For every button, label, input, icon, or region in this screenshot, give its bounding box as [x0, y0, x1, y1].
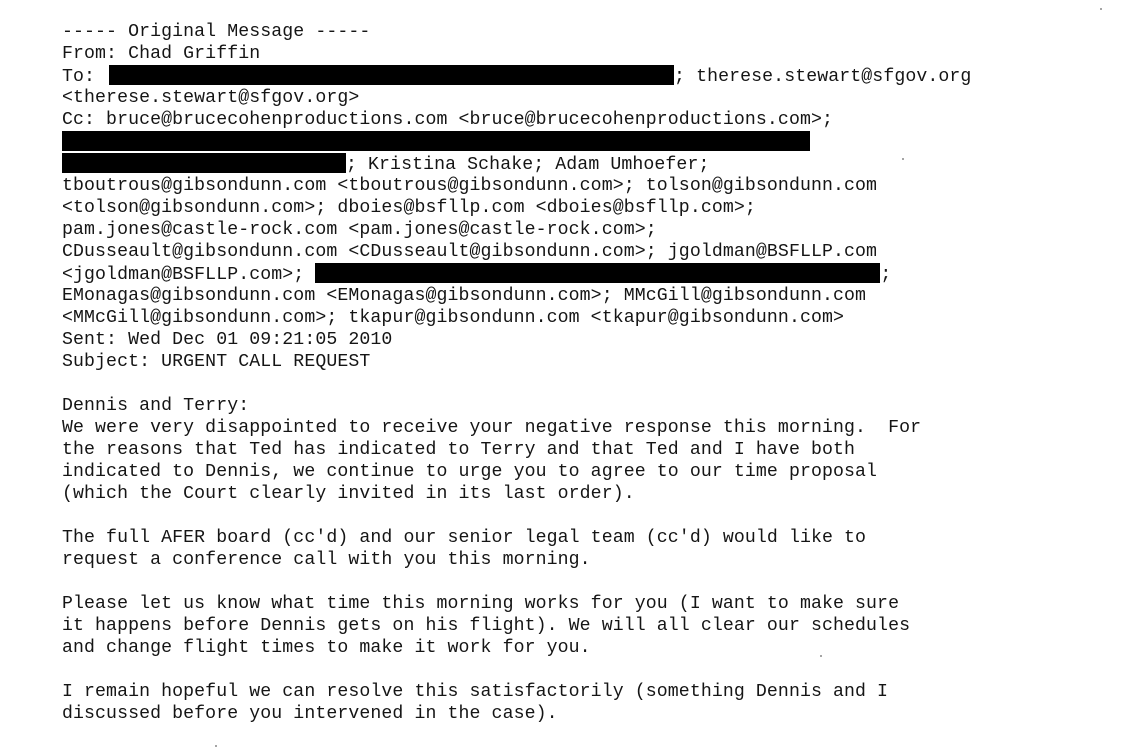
redaction-block	[62, 153, 346, 173]
scan-speck	[820, 655, 822, 657]
blank-line	[62, 571, 1112, 593]
subject-line: Subject: URGENT CALL REQUEST	[62, 352, 371, 372]
sent-line: Sent: Wed Dec 01 09:21:05 2010	[62, 330, 393, 350]
scan-speck	[902, 158, 904, 160]
to-line-continued: <therese.stewart@sfgov.org>	[62, 88, 360, 108]
from-line: From: Chad Griffin	[62, 44, 261, 64]
paragraph-3-line: and change flight times to make it work for you.	[62, 638, 591, 658]
paragraph-1-line: We were very disappointed to receive your negative response this morning. For	[62, 418, 922, 438]
paragraph-4-line: I remain hopeful we can resolve this satisfactorily (something Dennis and I	[62, 682, 889, 702]
cc-line-8	[62, 263, 1112, 285]
to-line	[62, 65, 1112, 87]
paragraph-1-line: indicated to Dennis, we continue to urge you to agree to our time proposal	[62, 462, 878, 482]
cc-line-3	[62, 153, 1112, 175]
cc-line-6: pam.jones@castle-rock.com <pam.jones@castle-rock.com>;	[62, 220, 657, 240]
paragraph-4-line: discussed before you intervened in the case).	[62, 704, 558, 724]
to-label: To:	[62, 67, 96, 87]
cc-line-5: <tolson@gibsondunn.com>; dboies@bsfllp.com <dboies@bsfllp.com>;	[62, 198, 756, 218]
cc-line-3-text: ; Kristina Schake; Adam Umhoefer;	[346, 155, 710, 175]
cc-line-8-text: <jgoldman@BSFLLP.com>;	[62, 265, 305, 285]
email-document	[62, 21, 1112, 725]
cc-line-4: tboutrous@gibsondunn.com <tboutrous@gibsondunn.com>; tolson@gibsondunn.com	[62, 176, 878, 196]
greeting: Dennis and Terry:	[62, 396, 250, 416]
paragraph-2-line: request a conference call with you this morning.	[62, 550, 591, 570]
redaction-block	[109, 65, 674, 85]
cc-line-7: CDusseault@gibsondunn.com <CDusseault@gibsondunn.com>; jgoldman@BSFLLP.com	[62, 242, 878, 262]
redaction-bar	[62, 131, 810, 151]
blank-line	[62, 659, 1112, 681]
cc-line-10: <MMcGill@gibsondunn.com>; tkapur@gibsondunn.com <tkapur@gibsondunn.com>	[62, 308, 845, 328]
paragraph-1-line: the reasons that Ted has indicated to Terry and that Ted and I have both	[62, 440, 856, 460]
paragraph-3-line: it happens before Dennis gets on his flight). We will all clear our schedules	[62, 616, 911, 636]
to-recipient: ; therese.stewart@sfgov.org	[674, 67, 972, 87]
paragraph-3-line: Please let us know what time this morning works for you (I want to make sure	[62, 594, 900, 614]
blank-line	[62, 505, 1112, 527]
cc-line: Cc: bruce@brucecohenproductions.com <bruce@brucecohenproductions.com>;	[62, 110, 833, 130]
scan-speck	[1100, 8, 1102, 10]
cc-line-8-end: ;	[880, 265, 892, 285]
blank-line	[62, 373, 1112, 395]
message-divider: ----- Original Message -----	[62, 22, 371, 42]
cc-line-9: EMonagas@gibsondunn.com <EMonagas@gibsondunn.com>; MMcGill@gibsondunn.com	[62, 286, 867, 306]
paragraph-2-line: The full AFER board (cc'd) and our senior legal team (cc'd) would like to	[62, 528, 867, 548]
paragraph-1-line: (which the Court clearly invited in its last order).	[62, 484, 635, 504]
scan-speck	[215, 745, 217, 747]
redaction-block	[315, 263, 880, 283]
